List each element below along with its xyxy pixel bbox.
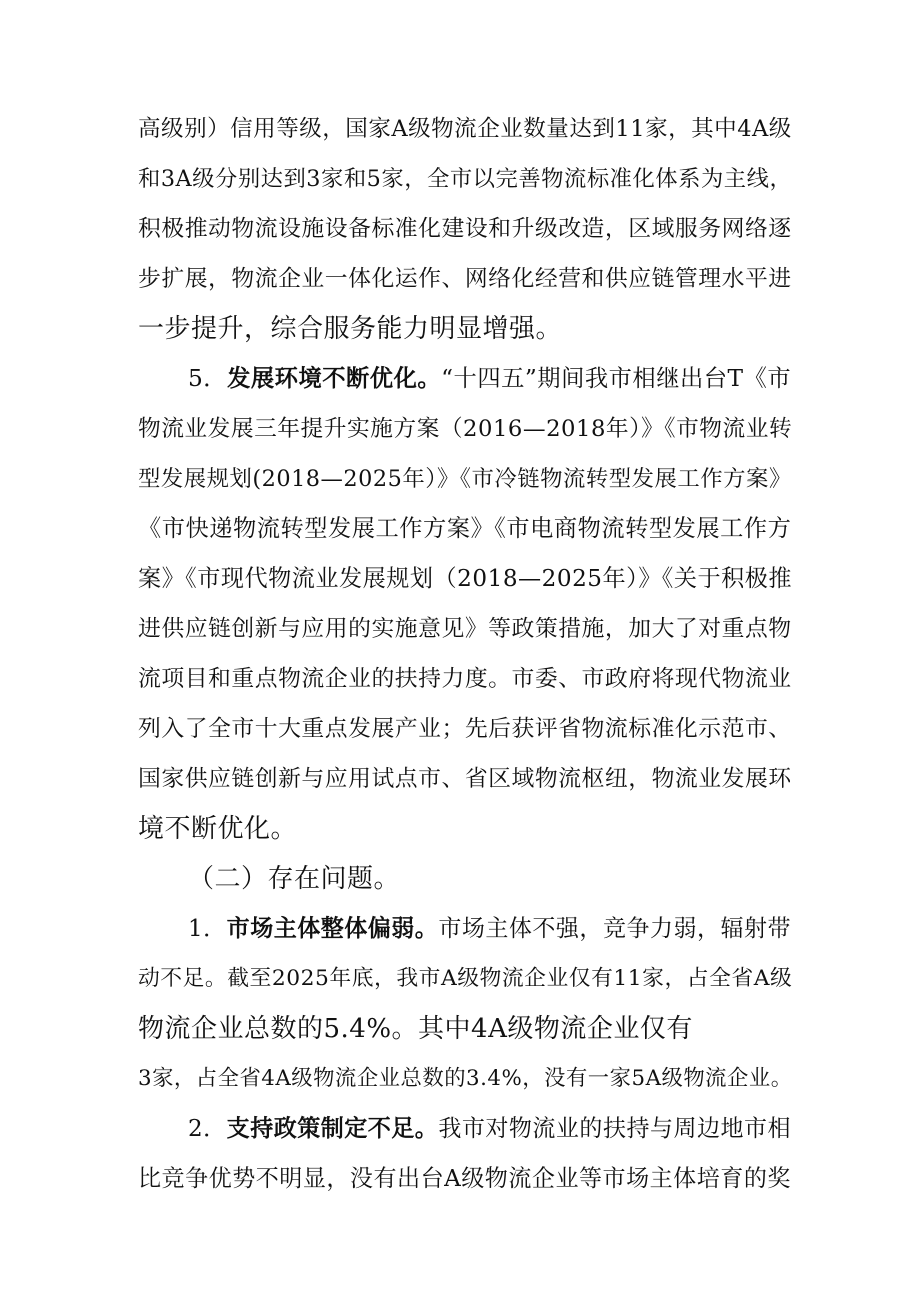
body-line: 和3A级分别达到3家和5家，全市以完善物流标准化体系为主线， (138, 166, 793, 192)
item-2-first-line (188, 1112, 791, 1146)
body-line: 《市快递物流转型发展工作方案》《市电商物流转型发展工作方 (138, 515, 792, 542)
item-2-heading: 支持政策制定不足。 (226, 1116, 439, 1142)
body-line: 型发展规划(2018—2025年）》《市冷链物流转型发展工作方案》 (138, 466, 792, 492)
body-line: 国家供应链创新与应用试点市、省区域物流枢纽，物流业发展环 (138, 766, 792, 792)
section-5-first-line (188, 362, 791, 396)
section-5-number: 5． (188, 365, 228, 392)
section-5-text: “十四五”期间我市相继出台T《市 (441, 365, 792, 392)
item-2-text: 我市对物流业的扶持与周边地市相 (438, 1116, 792, 1142)
body-line: 境不断优化。 (138, 814, 298, 844)
body-line: 物流业发展三年提升实施方案（2016—2018年）》《市物流业转 (138, 416, 793, 442)
body-line: 3家，占全省4A级物流企业总数的3.4%，没有一家5A级物流企业。 (138, 1066, 793, 1091)
problems-heading: （二）存在问题。 (188, 864, 401, 894)
item-1-heading: 市场主体整体偏弱。 (226, 916, 439, 942)
body-line: 积极推动物流设施设备标准化建设和升级改造，区域服务网络逐 (138, 216, 792, 242)
body-line: 比竞争优势不明显，没有出台A级物流企业等市场主体培育的奖 (138, 1166, 791, 1192)
body-line: 高级别）信用等级，国家A级物流企业数量达到11家，其中4A级 (138, 116, 792, 142)
body-line: 案》《市现代物流业发展规划（2018—2025年）》《关于积极推 (138, 566, 793, 592)
item-1-text: 市场主体不强，竞争力弱，辐射带 (438, 916, 792, 942)
item-1-first-line (188, 912, 791, 946)
section-5-heading: 发展环境不断优化。 (227, 365, 442, 392)
body-line: 流项目和重点物流企业的扶持力度。市委、市政府将现代物流业 (138, 666, 792, 692)
item-2-number: 2． (188, 1116, 227, 1142)
body-line: 进供应链创新与应用的实施意见》等政策措施，加大了对重点物 (138, 616, 792, 642)
body-line: 步扩展，物流企业一体化运作、网络化经营和供应链管理水平进 (138, 266, 792, 292)
item-1-number: 1． (188, 916, 227, 942)
body-line: 动不足。截至2025年底，我市A级物流企业仅有11家，占全省A级 (138, 966, 793, 991)
body-line: 一步提升，综合服务能力明显增强。 (138, 314, 563, 344)
body-line: 物流企业总数的5.4%。其中4A级物流企业仅有 (138, 1014, 693, 1044)
body-line: 列入了全市十大重点发展产业；先后获评省物流标准化示范市、 (138, 716, 792, 742)
